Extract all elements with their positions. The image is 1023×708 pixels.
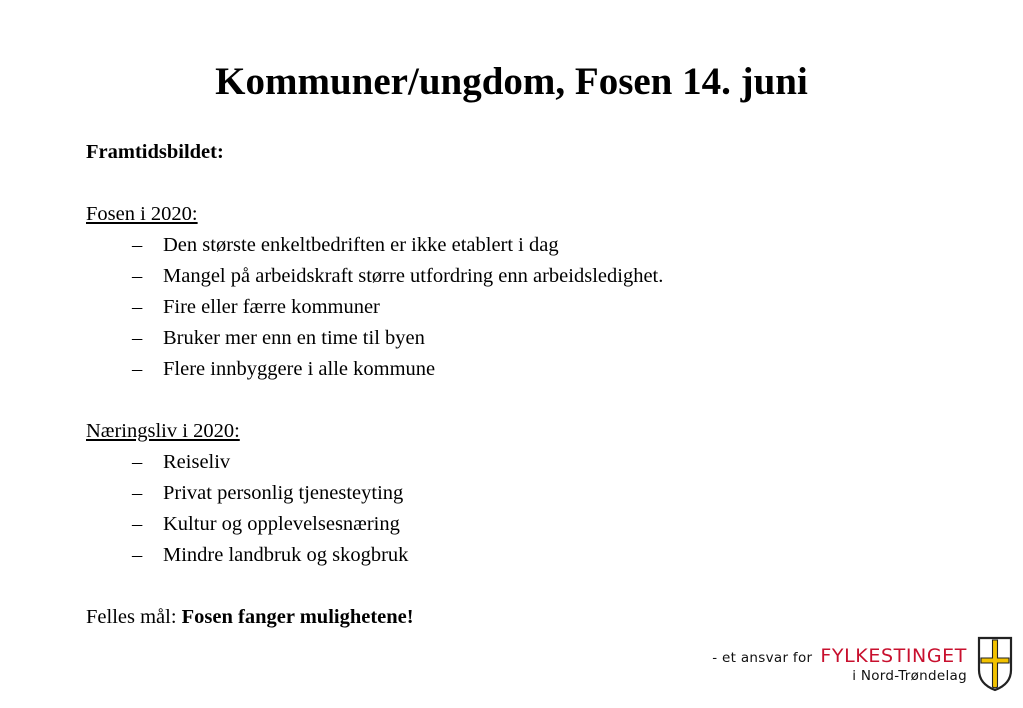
goal-label: Felles mål: bbox=[86, 606, 177, 628]
list-item bbox=[132, 230, 946, 261]
list-item bbox=[132, 354, 946, 385]
group-naeringsliv bbox=[86, 416, 946, 571]
list-item bbox=[132, 447, 946, 478]
org-region: i Nord-Trøndelag bbox=[852, 667, 967, 684]
spacer bbox=[86, 571, 946, 602]
list-item-text: Flere innbyggere i alle kommune bbox=[163, 358, 436, 380]
dash-bullet: – bbox=[132, 296, 143, 318]
list-item-text: Mangel på arbeidskraft større utfordring enn arbeidsledighet. bbox=[163, 265, 664, 287]
coat-of-arms-shield-icon bbox=[977, 636, 1013, 692]
footer-text bbox=[712, 645, 967, 684]
group-heading: Næringsliv i 2020: bbox=[86, 420, 240, 442]
bullet-list bbox=[132, 230, 946, 385]
section-label: Framtidsbildet: bbox=[86, 141, 224, 163]
dash-bullet: – bbox=[132, 482, 143, 504]
group-fosen bbox=[86, 199, 946, 385]
bullet-list bbox=[132, 447, 946, 571]
list-item-text: Den største enkeltbedriften er ikke etablert i dag bbox=[163, 234, 559, 256]
list-item bbox=[132, 478, 946, 509]
dash-bullet: – bbox=[132, 234, 143, 256]
list-item bbox=[132, 540, 946, 571]
list-item bbox=[132, 261, 946, 292]
list-item-text: Fire eller færre kommuner bbox=[163, 296, 380, 318]
dash-bullet: – bbox=[132, 513, 143, 535]
dash-bullet: – bbox=[132, 327, 143, 349]
list-item bbox=[132, 292, 946, 323]
goal-text: Fosen fanger mulighetene! bbox=[181, 606, 414, 628]
footer-logo bbox=[712, 634, 1013, 694]
slide-title: Kommuner/ungdom, Fosen 14. juni bbox=[215, 60, 808, 103]
spacer bbox=[86, 168, 946, 199]
dash-bullet: – bbox=[132, 451, 143, 473]
dash-bullet: – bbox=[132, 544, 143, 566]
spacer bbox=[86, 385, 946, 416]
footer-tagline: - et ansvar for bbox=[712, 649, 813, 666]
list-item-text: Kultur og opplevelsesnæring bbox=[163, 513, 400, 535]
list-item-text: Mindre landbruk og skogbruk bbox=[163, 544, 409, 566]
list-item bbox=[132, 509, 946, 540]
list-item-text: Privat personlig tjenesteyting bbox=[163, 482, 404, 504]
list-item-text: Bruker mer enn en time til byen bbox=[163, 327, 425, 349]
group-heading: Fosen i 2020: bbox=[86, 203, 198, 225]
footer-line1 bbox=[712, 645, 967, 667]
org-name: FYLKESTINGET bbox=[820, 644, 967, 667]
slide-content bbox=[86, 137, 946, 633]
list-item-text: Reiseliv bbox=[163, 451, 231, 473]
list-item bbox=[132, 323, 946, 354]
dash-bullet: – bbox=[132, 265, 143, 287]
common-goal bbox=[86, 602, 946, 633]
dash-bullet: – bbox=[132, 358, 143, 380]
